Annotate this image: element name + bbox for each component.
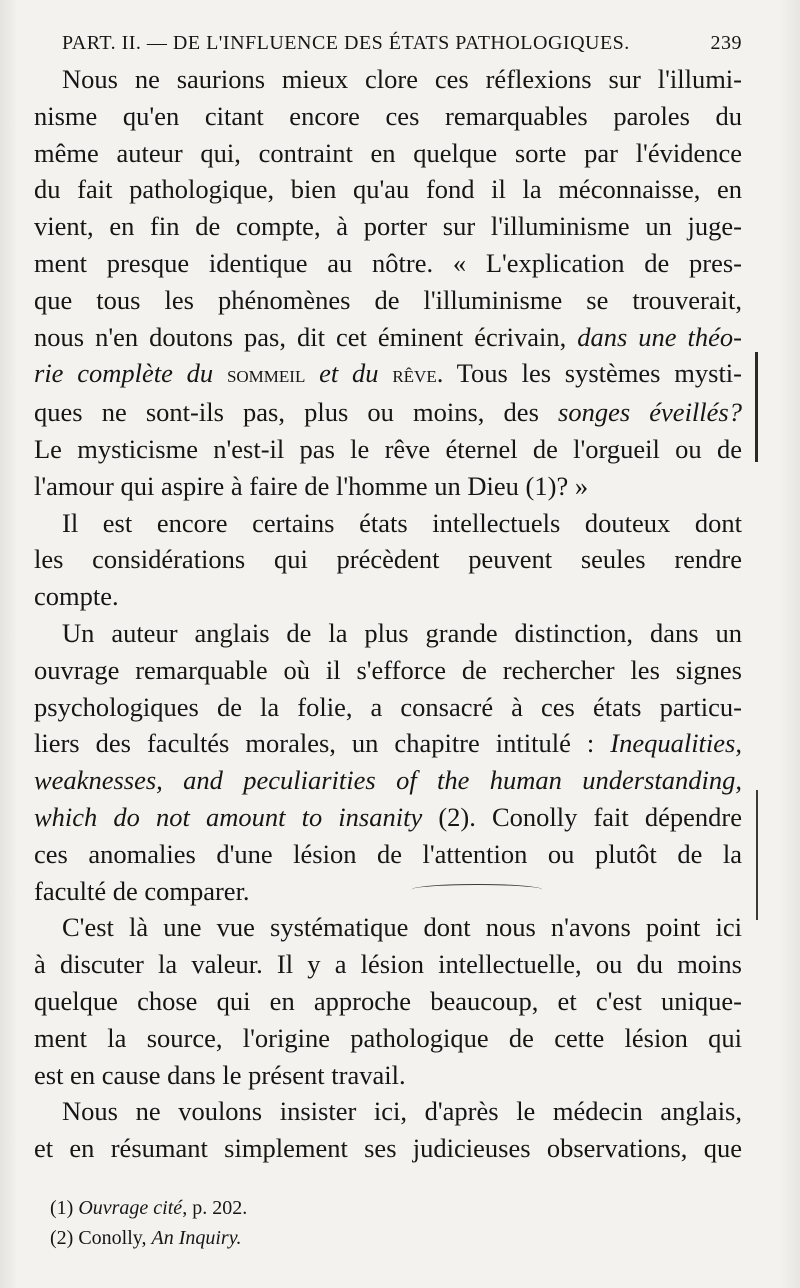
- italic-run: which do not amount to insanity: [34, 801, 423, 832]
- text-line: [34, 355, 742, 394]
- text-line: à discuter la valeur. Il y a lésion intellectuelle, ou du moins: [34, 949, 742, 980]
- footnote-marker: (1): [50, 1196, 79, 1219]
- footnote-text: , p. 202.: [182, 1196, 248, 1219]
- text-line: ment presque identique au nôtre. « L'explication de pres-: [34, 247, 742, 278]
- text-line: [34, 725, 742, 762]
- text-line: [34, 319, 742, 356]
- footnote-italic: Ouvrage cité: [78, 1196, 183, 1219]
- text-line: [34, 799, 742, 836]
- text-run: . Tous les systèmes mysti-: [436, 358, 742, 389]
- text-line: est en cause dans le présent travail.: [34, 1059, 406, 1090]
- text-line: ment la source, l'origine pathologique de cette lésion qui: [34, 1022, 742, 1053]
- text-run: (2). Conolly fait dépendre: [422, 801, 742, 832]
- text-line: les considérations qui précèdent peuvent seules rendre: [34, 544, 742, 575]
- text-line: Un auteur anglais de la plus grande distinction, dans un: [62, 617, 742, 648]
- text-line: ouvrage remarquable où il s'efforce de rechercher les signes: [34, 654, 742, 685]
- text-line: psychologiques de la folie, a consacré à ces états particu-: [34, 691, 742, 722]
- italic-run: Inequalities,: [610, 728, 742, 759]
- footnotes: [34, 1193, 742, 1253]
- text-line: faculté de comparer.: [34, 875, 250, 906]
- margin-pencil-mark: [755, 352, 786, 462]
- text-line: compte.: [34, 581, 119, 612]
- text-line: Nous ne voulons insister ici, d'après le médecin anglais,: [62, 1096, 742, 1127]
- text-line: nisme qu'en citant encore ces remarquables paroles du: [34, 100, 742, 131]
- footnote-2: [34, 1223, 742, 1253]
- text-line: vient, en fin de compte, à porter sur l'illuminisme un juge-: [34, 211, 742, 242]
- text-line: Il est encore certains états intellectuels douteux dont: [62, 507, 742, 538]
- text-line: que tous les phénomènes de l'illuminisme se trouverait,: [34, 284, 742, 315]
- body-text: [34, 61, 742, 1167]
- footnote-marker: (2) Conolly,: [50, 1226, 152, 1249]
- small-caps-run: rêve: [392, 362, 437, 389]
- text-line: même auteur qui, contraint en quelque sorte par l'évidence: [34, 137, 742, 168]
- small-caps-run: sommeil: [226, 362, 306, 389]
- text-line: l'amour qui aspire à faire de l'homme un Dieu (1)? »: [34, 470, 589, 501]
- text-line: ces anomalies d'une lésion de l'attention ou plutôt de la: [34, 838, 742, 869]
- text-run: ques ne sont-ils pas, plus ou moins, des: [34, 397, 559, 428]
- text-run: nous n'en doutons pas, dit cet éminent écrivain,: [34, 321, 578, 352]
- footnote-italic: An Inquiry.: [151, 1226, 242, 1249]
- italic-run: dans une théo-: [577, 321, 742, 352]
- pencil-underline-mark: [412, 884, 542, 895]
- text-line: et en résumant simplement ses judicieuses observations, que: [34, 1133, 742, 1164]
- text-line: C'est là une vue systématique dont nous n'avons point ici: [62, 912, 742, 943]
- text-line: du fait pathologique, bien qu'au fond il la méconnaisse, en: [34, 174, 742, 205]
- text-run: liers des facultés morales, un chapitre intitulé :: [34, 728, 611, 759]
- text-line: [34, 762, 742, 799]
- italic-run: et du: [305, 358, 393, 389]
- margin-bracket-mark: [748, 790, 758, 920]
- italic-run: weaknesses, and peculiarities of the human understanding,: [34, 765, 742, 796]
- page-number: 239: [710, 32, 742, 54]
- italic-run: rie complète du: [34, 358, 227, 389]
- text-line: Le mysticisme n'est-il pas le rêve éternel de l'orgueil ou de: [34, 433, 742, 464]
- italic-run: songes éveillés?: [558, 397, 742, 428]
- running-title: PART. II. — DE L'INFLUENCE DES ÉTATS PATHOLOGIQUES.: [62, 32, 630, 54]
- text-line: [34, 394, 742, 431]
- text-line: quelque chose qui en approche beaucoup, et c'est unique-: [34, 985, 742, 1016]
- running-header: [34, 32, 742, 55]
- footnote-1: [34, 1193, 742, 1223]
- text-line: Nous ne saurions mieux clore ces réflexions sur l'illumi-: [62, 64, 742, 94]
